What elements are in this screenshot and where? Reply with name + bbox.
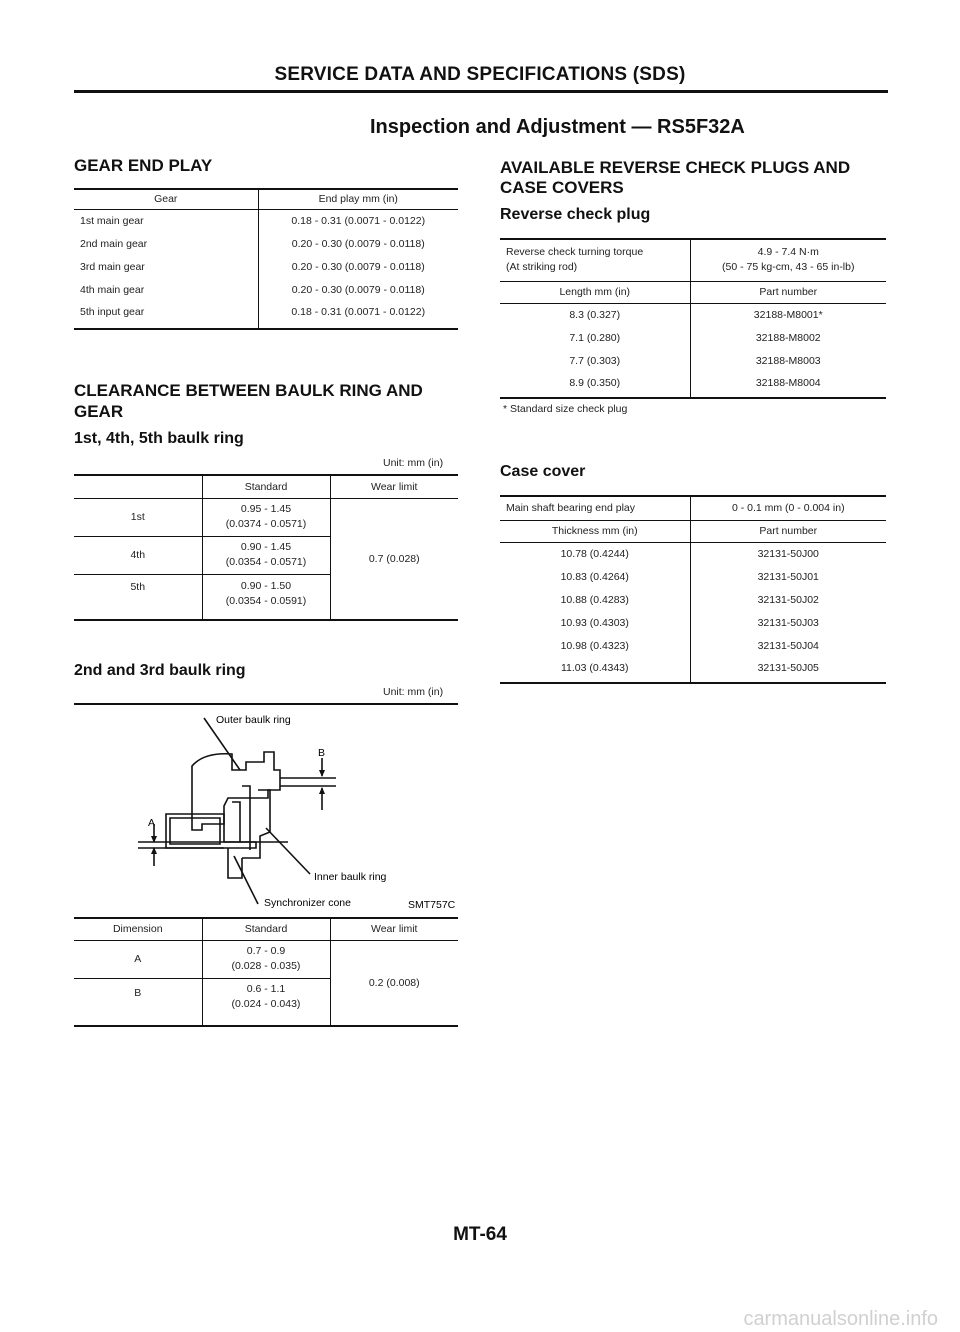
part-number-cell: 32188-M8002 — [755, 331, 821, 344]
standard-value-inch: (0.028 - 0.035) — [231, 960, 301, 972]
length-cell: 7.1 (0.280) — [500, 326, 690, 349]
part-number-cell: 32131-50J03 — [757, 616, 819, 629]
standard-value: 0.6 - 1.1 — [246, 982, 286, 995]
torque-label: Reverse check turning torque — [506, 246, 644, 259]
table-header-row — [74, 475, 458, 498]
thickness-cell: 10.83 (0.4264) — [500, 565, 690, 588]
ring-145-table — [74, 474, 458, 621]
ring-23-subheading: 2nd and 3rd baulk ring — [74, 662, 246, 679]
table-row — [500, 303, 886, 326]
ring-cell: 1st — [74, 498, 202, 536]
part-number-cell: 32131-50J01 — [757, 570, 819, 583]
ring-145-subheading: 1st, 4th, 5th baulk ring — [74, 430, 244, 447]
column-header: Part number — [690, 520, 886, 542]
page-number: MT-64 — [453, 1224, 507, 1245]
ring-cell: 4th — [74, 536, 202, 574]
standard-value: 0.90 - 1.50 — [240, 579, 292, 592]
standard-value-inch: (0.0354 - 0.0571) — [225, 556, 307, 568]
reverse-heading-line1: AVAILABLE REVERSE CHECK PLUGS AND — [500, 158, 851, 177]
table-row — [74, 278, 458, 301]
end-play-cell: 0.18 - 0.31 (0.0071 - 0.0122) — [258, 301, 458, 329]
column-header: Wear limit — [330, 918, 458, 940]
length-cell: 8.9 (0.350) — [500, 372, 690, 398]
table-row — [74, 209, 458, 232]
table-row — [500, 565, 886, 588]
end-play-label: Main shaft bearing end play — [500, 496, 690, 520]
table-row — [500, 326, 886, 349]
outer-ring-label: Outer baulk ring — [216, 714, 291, 726]
clearance-heading-line2: GEAR — [74, 402, 124, 421]
table-header-row — [500, 520, 886, 542]
table-row — [500, 634, 886, 657]
part-number-cell: 32188-M8004 — [690, 372, 886, 398]
standard-cell — [202, 978, 330, 1026]
torque-value: 4.9 - 7.4 N·m — [757, 246, 819, 259]
section-subtitle: Inspection and Adjustment — RS5F32A — [370, 116, 745, 138]
header-rule — [74, 90, 888, 93]
dimension-cell: B — [74, 978, 202, 1026]
thickness-cell: 11.03 (0.4343) — [500, 657, 690, 683]
table-row — [500, 611, 886, 634]
thickness-cell: 10.93 (0.4303) — [500, 611, 690, 634]
ring-cell: 5th — [74, 574, 202, 620]
standard-cell — [202, 498, 330, 536]
case-cover-table — [500, 495, 886, 684]
dimension-a-label: A — [148, 817, 156, 829]
unit-label: Unit: mm (in) — [383, 686, 444, 698]
column-header: Length mm (in) — [500, 281, 690, 303]
gear-cell: 3rd main gear — [74, 255, 258, 278]
torque-label-cell — [500, 239, 690, 281]
standard-value: 0.90 - 1.45 — [240, 541, 292, 553]
standard-value-inch: (0.024 - 0.043) — [231, 997, 301, 1010]
gear-cell: 1st main gear — [74, 209, 258, 232]
end-play-cell: 0.18 - 0.31 (0.0071 - 0.0122) — [291, 214, 426, 227]
standard-cell — [202, 536, 330, 574]
reverse-check-plug-subheading: Reverse check plug — [500, 206, 651, 223]
reverse-heading-line2: CASE COVERS — [500, 178, 624, 197]
column-header: Dimension — [74, 918, 202, 940]
part-number-cell: 32131-50J04 — [757, 639, 819, 652]
thickness-cell: 10.78 (0.4244) — [500, 542, 690, 565]
gear-cell: 4th main gear — [74, 278, 258, 301]
table-row — [74, 498, 458, 536]
length-cell: 8.3 (0.327) — [500, 303, 690, 326]
end-play-row — [500, 496, 886, 520]
case-cover-subheading: Case cover — [500, 463, 586, 480]
inner-ring-label: Inner baulk ring — [314, 871, 387, 883]
ring-23-table — [74, 917, 458, 1027]
thickness-cell: 10.98 (0.4323) — [500, 634, 690, 657]
end-play-cell: 0.20 - 0.30 (0.0079 - 0.0118) — [291, 237, 425, 250]
gear-end-play-table — [74, 188, 458, 330]
figure-code: SMT757C — [408, 899, 456, 911]
standard-value: 0.95 - 1.45 — [240, 503, 292, 515]
table-row — [74, 940, 458, 978]
diagram-lines — [138, 718, 336, 904]
clearance-heading-line1: CLEARANCE BETWEEN BAULK RING AND — [74, 381, 423, 400]
gear-cell: 2nd main gear — [74, 232, 258, 255]
column-header: Gear — [74, 189, 258, 209]
length-cell: 7.7 (0.303) — [500, 349, 690, 372]
table-row — [74, 255, 458, 278]
column-header — [74, 475, 202, 498]
part-number-cell: 32188-M8001* — [753, 308, 823, 321]
part-number-cell: 32131-50J02 — [757, 593, 819, 606]
part-number-cell: 32188-M8003 — [755, 354, 821, 367]
standard-cell — [202, 574, 330, 620]
torque-row — [500, 239, 886, 281]
thickness-cell: 10.88 (0.4283) — [500, 588, 690, 611]
gear-end-play-heading: GEAR END PLAY — [74, 156, 213, 175]
reverse-check-plug-table — [500, 238, 886, 399]
section-rule — [74, 703, 458, 705]
table-header-row — [74, 918, 458, 940]
end-play-value: 0 - 0.1 mm (0 - 0.004 in) — [690, 496, 886, 520]
table-row — [74, 301, 458, 329]
table-row — [500, 542, 886, 565]
end-play-cell: 0.20 - 0.30 (0.0079 - 0.0118) — [291, 260, 425, 273]
dimension-cell: A — [74, 940, 202, 978]
torque-value-alt: (50 - 75 kg-cm, 43 - 65 in-lb) — [722, 261, 855, 274]
column-header: Standard — [202, 918, 330, 940]
standard-value-inch: (0.0374 - 0.0571) — [225, 518, 307, 530]
table-row — [74, 232, 458, 255]
column-header: Thickness mm (in) — [500, 520, 690, 542]
column-header: Part number — [690, 281, 886, 303]
table-row — [500, 588, 886, 611]
table-row — [500, 349, 886, 372]
column-header: Standard — [202, 475, 330, 498]
footnote: * Standard size check plug — [503, 403, 628, 415]
unit-label: Unit: mm (in) — [383, 457, 444, 469]
page-header: SERVICE DATA AND SPECIFICATIONS (SDS) — [274, 64, 686, 85]
column-header: Wear limit — [330, 475, 458, 498]
part-number-cell: 32131-50J00 — [757, 547, 819, 560]
standard-value-inch: (0.0354 - 0.0591) — [225, 594, 307, 607]
standard-value: 0.7 - 0.9 — [246, 945, 286, 957]
synchronizer-cone-label: Synchronizer cone — [264, 897, 351, 909]
standard-cell — [202, 940, 330, 978]
watermark: carmanualsonline.info — [743, 1308, 938, 1330]
table-row — [500, 372, 886, 398]
dimension-b-label: B — [318, 747, 326, 759]
torque-label-note: (At striking rod) — [506, 261, 578, 274]
table-row — [500, 657, 886, 683]
torque-value-cell — [690, 239, 886, 281]
gear-cell: 5th input gear — [74, 301, 258, 329]
end-play-cell: 0.20 - 0.30 (0.0079 - 0.0118) — [291, 283, 425, 296]
wear-limit-cell: 0.7 (0.028) — [330, 498, 458, 620]
table-header-row — [74, 189, 458, 209]
baulk-ring-diagram — [74, 706, 460, 916]
wear-limit-cell: 0.2 (0.008) — [330, 940, 458, 1026]
part-number-cell: 32131-50J05 — [690, 657, 886, 683]
column-header: End play mm (in) — [258, 189, 458, 209]
table-header-row — [500, 281, 886, 303]
